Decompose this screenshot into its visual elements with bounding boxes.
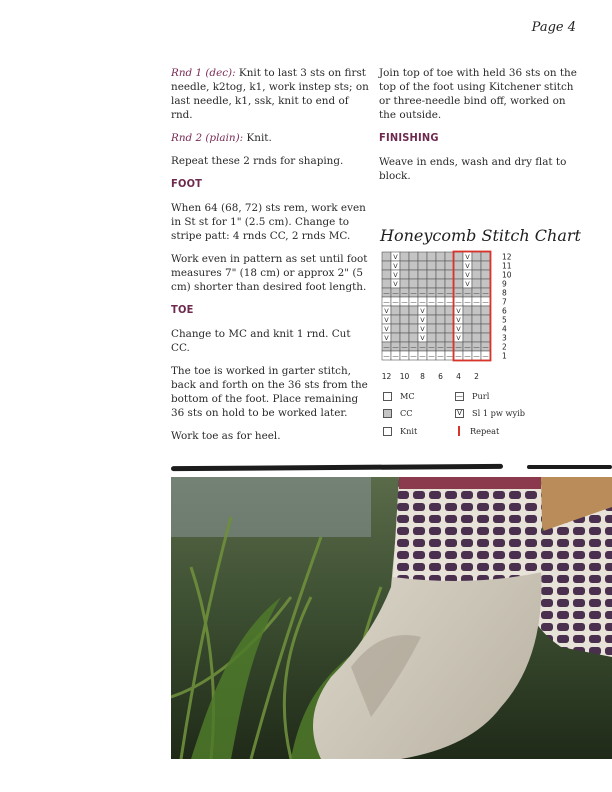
- knit-swatch-icon: [383, 427, 392, 436]
- chart-cell-symbol: —: [437, 352, 444, 360]
- chart-cell: [472, 306, 481, 315]
- join-paragraph: Join top of toe with held 36 sts on the top of the foot using Kitchener stitch or three-needle bind off, worked on the outside.: [379, 67, 577, 121]
- legend-purl: [455, 391, 489, 401]
- chart-cell-symbol: —: [392, 298, 399, 306]
- chart-cell: [463, 306, 472, 315]
- rnd1-text: Knit to last 3 sts on first needle, k2tog, k1, work instep sts; on last needle, k1, ssk, knit to end of rnd.: [171, 67, 369, 121]
- chart-cell: [454, 252, 463, 261]
- chart-cell: [436, 306, 445, 315]
- chart-cell-symbol: —: [419, 298, 426, 306]
- chart-cell-symbol: —: [428, 343, 435, 351]
- chart-cell: [472, 279, 481, 288]
- chart-cell: [436, 252, 445, 261]
- chart-cell-symbol: —: [464, 298, 471, 306]
- chart-cell: [481, 333, 490, 342]
- chart-col-label: 12: [381, 372, 392, 381]
- chart-cell: [481, 315, 490, 324]
- chart-col-labels: [382, 372, 479, 381]
- chart-cell: [463, 315, 472, 324]
- chart-cell-symbol: —: [446, 298, 453, 306]
- chart-col-label: 2: [474, 372, 479, 381]
- chart-cell-symbol: V: [393, 280, 398, 288]
- chart-cell-symbol: —: [410, 343, 417, 351]
- chart-cell: [382, 270, 391, 279]
- legend-repeat: [455, 426, 499, 436]
- chart-row-label: 5: [502, 315, 507, 325]
- toe-heading: TOE: [171, 303, 194, 316]
- chart-cell: [427, 306, 436, 315]
- chart-cell-symbol: V: [384, 307, 389, 315]
- chart-cell-symbol: V: [465, 280, 470, 288]
- chart-cell-symbol: V: [393, 253, 398, 261]
- left-column: [171, 66, 371, 452]
- repeat-paragraph: Repeat these 2 rnds for shaping.: [171, 155, 344, 167]
- chart-cell-symbol: V: [393, 271, 398, 279]
- chart-cell: [481, 270, 490, 279]
- chart-cell: [481, 324, 490, 333]
- chart-cell: [481, 279, 490, 288]
- chart-cell-symbol: V: [456, 307, 461, 315]
- chart-cell-symbol: —: [464, 343, 471, 351]
- chart-cell: [472, 270, 481, 279]
- toe-paragraph-1: Change to MC and knit 1 rnd. Cut CC.: [171, 328, 351, 354]
- chart-cell: [463, 333, 472, 342]
- chart-cell: [391, 306, 400, 315]
- chart-cell-symbol: —: [464, 352, 471, 360]
- chart-cell-symbol: —: [410, 298, 417, 306]
- chart-cell: [409, 270, 418, 279]
- chart-cell-symbol: —: [446, 343, 453, 351]
- chart-col-label: 4: [456, 372, 461, 381]
- chart-cell-symbol: —: [455, 343, 462, 351]
- chart-cell-symbol: —: [482, 352, 489, 360]
- chart-cell: [427, 261, 436, 270]
- chart-cell-symbol: —: [428, 352, 435, 360]
- chart-cell: [400, 315, 409, 324]
- chart-cell: [400, 261, 409, 270]
- chart-cell-symbol: —: [392, 289, 399, 297]
- chart-cells: [382, 252, 490, 360]
- chart-cell-symbol: V: [456, 316, 461, 324]
- chart-row-label: 8: [502, 288, 507, 298]
- legend-slip: [455, 408, 525, 418]
- right-column: [379, 66, 579, 192]
- rnd1-label: Rnd 1 (dec):: [171, 67, 236, 79]
- rnd1-paragraph: [171, 66, 371, 122]
- chart-cell-symbol: —: [464, 289, 471, 297]
- page-number: Page 4: [531, 20, 576, 35]
- cc-swatch-icon: [383, 409, 392, 418]
- chart-cell: [391, 333, 400, 342]
- chart-cell-symbol: —: [446, 289, 453, 297]
- chart-cell-symbol: V: [465, 271, 470, 279]
- chart-cell-symbol: —: [401, 343, 408, 351]
- repeat-mark-icon: [458, 426, 460, 436]
- chart-cell-symbol: —: [419, 289, 426, 297]
- chart-cell: [400, 306, 409, 315]
- finishing-heading: FINISHING: [379, 131, 439, 144]
- chart-cell: [427, 333, 436, 342]
- chart-cell: [436, 333, 445, 342]
- chart-cell: [391, 324, 400, 333]
- chart-cell-symbol: —: [392, 343, 399, 351]
- chart-cell: [427, 324, 436, 333]
- chart-cell: [418, 270, 427, 279]
- chart-cell: [436, 261, 445, 270]
- toe-paragraph-3: Work toe as for heel.: [171, 430, 281, 442]
- chart-cell: [382, 252, 391, 261]
- legend-slip-label: Sl 1 pw wyib: [472, 408, 525, 418]
- slip-swatch-icon: V: [455, 409, 464, 418]
- chart-cell-symbol: V: [420, 325, 425, 333]
- chart-cell-symbol: —: [473, 343, 480, 351]
- chart-cell: [427, 315, 436, 324]
- chart-cell: [382, 261, 391, 270]
- chart-cell: [400, 252, 409, 261]
- chart-cell: [436, 324, 445, 333]
- chart-cell-symbol: V: [384, 325, 389, 333]
- toe-paragraph-2: The toe is worked in garter stitch, back and forth on the 36 sts from the bottom of the foot. Place remaining 36 sts on hold to be worked later.: [171, 365, 368, 419]
- chart-cell-symbol: —: [482, 343, 489, 351]
- chart-cell: [427, 279, 436, 288]
- chart-cell: [472, 261, 481, 270]
- foot-paragraph-2: Work even in pattern as set until foot measures 7" (18 cm) or approx 2" (5 cm) shorter than desired foot length.: [171, 253, 368, 293]
- legend-cc-label: CC: [400, 408, 413, 418]
- chart-row-label: 3: [502, 333, 507, 343]
- chart-cell-symbol: —: [401, 298, 408, 306]
- chart-cell-symbol: V: [420, 307, 425, 315]
- chart-cell: [454, 279, 463, 288]
- chart-cell-symbol: —: [437, 289, 444, 297]
- finishing-paragraph: Weave in ends, wash and dry flat to block.: [379, 156, 567, 182]
- chart-cell-symbol: —: [401, 289, 408, 297]
- chart-cell: [481, 306, 490, 315]
- chart-title: Honeycomb Stitch Chart: [380, 226, 581, 245]
- chart-cell: [409, 315, 418, 324]
- chart-cell: [400, 333, 409, 342]
- chart-row-label: 11: [502, 261, 512, 271]
- chart-cell: [400, 324, 409, 333]
- chart-cell: [409, 306, 418, 315]
- chart-cell-symbol: —: [428, 298, 435, 306]
- chart-cell: [409, 279, 418, 288]
- chart-cell-symbol: —: [437, 298, 444, 306]
- chart-cell: [418, 252, 427, 261]
- chart-cell: [472, 252, 481, 261]
- chart-cell: [382, 279, 391, 288]
- chart-col-label: 6: [438, 372, 443, 381]
- chart-row-label: 10: [502, 270, 512, 280]
- legend-mc: [383, 391, 415, 401]
- chart-row-label: 6: [502, 306, 507, 316]
- chart-cell-symbol: —: [437, 343, 444, 351]
- chart-cell-symbol: V: [456, 334, 461, 342]
- chart-cell: [427, 252, 436, 261]
- sock-photo-illustration: [171, 477, 612, 759]
- purl-swatch-icon: —: [456, 391, 463, 400]
- chart-cell-symbol: —: [383, 289, 390, 297]
- rnd2-text: Knit.: [243, 132, 272, 144]
- chart-cell: [391, 315, 400, 324]
- chart-cell-symbol: —: [455, 289, 462, 297]
- chart-cell: [463, 324, 472, 333]
- chart-cell-symbol: —: [410, 352, 417, 360]
- chart-cell-symbol: —: [410, 289, 417, 297]
- chart-cell: [436, 270, 445, 279]
- chart-cell-symbol: —: [392, 352, 399, 360]
- chart-col-label: 10: [399, 372, 410, 381]
- chart-cell-symbol: —: [383, 343, 390, 351]
- legend-repeat-label: Repeat: [470, 426, 500, 436]
- rnd2-paragraph: [171, 131, 371, 145]
- foot-paragraph-1: When 64 (68, 72) sts rem, work even in St st for 1" (2.5 cm). Change to stripe patt: 4 rnds CC, 2 rnds MC.: [171, 202, 366, 242]
- chart-cell-symbol: V: [393, 262, 398, 270]
- chart-cell: [454, 261, 463, 270]
- chart-cell: [409, 324, 418, 333]
- knitted-sock-photo: [171, 477, 612, 759]
- chart-row-label: 7: [502, 297, 507, 307]
- honeycomb-stitch-chart: [378, 248, 528, 383]
- chart-cell: [409, 252, 418, 261]
- chart-cell: [400, 270, 409, 279]
- chart-row-label: 4: [502, 324, 507, 334]
- chart-cell-symbol: —: [473, 352, 480, 360]
- chart-col-label: 8: [420, 372, 425, 381]
- chart-cell-symbol: V: [465, 253, 470, 261]
- chart-cell-symbol: —: [419, 352, 426, 360]
- legend-purl-label: Purl: [472, 391, 490, 401]
- chart-cell-symbol: —: [383, 298, 390, 306]
- chart-row-labels: [502, 253, 512, 361]
- chart-cell: [418, 279, 427, 288]
- chart-cell-symbol: V: [420, 334, 425, 342]
- chart-cell: [481, 261, 490, 270]
- chart-cell-symbol: —: [455, 298, 462, 306]
- brush-divider-left: [171, 464, 503, 471]
- chart-cell-symbol: —: [473, 289, 480, 297]
- mc-swatch-icon: [383, 392, 392, 401]
- chart-cell: [481, 252, 490, 261]
- chart-cell-symbol: —: [383, 352, 390, 360]
- brush-divider-right: [527, 465, 612, 469]
- chart-cell-symbol: V: [384, 334, 389, 342]
- chart-cell-symbol: V: [384, 316, 389, 324]
- chart-cell: [409, 261, 418, 270]
- chart-row-label: 9: [502, 279, 507, 289]
- chart-cell: [454, 270, 463, 279]
- chart-row-label: 1: [502, 351, 507, 361]
- chart-cell-symbol: —: [482, 298, 489, 306]
- foot-heading: FOOT: [171, 177, 203, 190]
- legend-cc: [383, 408, 413, 418]
- chart-cell: [400, 279, 409, 288]
- legend-mc-label: MC: [400, 391, 415, 401]
- chart-cell: [418, 261, 427, 270]
- chart-cell: [472, 333, 481, 342]
- chart-cell: [427, 270, 436, 279]
- chart-row-label: 2: [502, 342, 507, 352]
- chart-cell-symbol: —: [428, 289, 435, 297]
- rnd2-label: Rnd 2 (plain):: [171, 132, 244, 144]
- chart-cell-symbol: V: [465, 262, 470, 270]
- chart-cell-symbol: —: [446, 352, 453, 360]
- chart-row-label: 12: [502, 252, 512, 262]
- legend-knit: [383, 426, 417, 436]
- legend-knit-label: Knit: [400, 426, 418, 436]
- chart-cell-symbol: V: [456, 325, 461, 333]
- chart-cell: [409, 333, 418, 342]
- chart-cell: [436, 315, 445, 324]
- chart-cell-symbol: —: [473, 298, 480, 306]
- chart-cell-symbol: —: [482, 289, 489, 297]
- chart-cell: [436, 279, 445, 288]
- chart-cell-symbol: —: [419, 343, 426, 351]
- chart-cell: [472, 315, 481, 324]
- chart-cell-symbol: —: [401, 352, 408, 360]
- chart-cell-symbol: —: [455, 352, 462, 360]
- chart-cell-symbol: V: [420, 316, 425, 324]
- chart-cell: [472, 324, 481, 333]
